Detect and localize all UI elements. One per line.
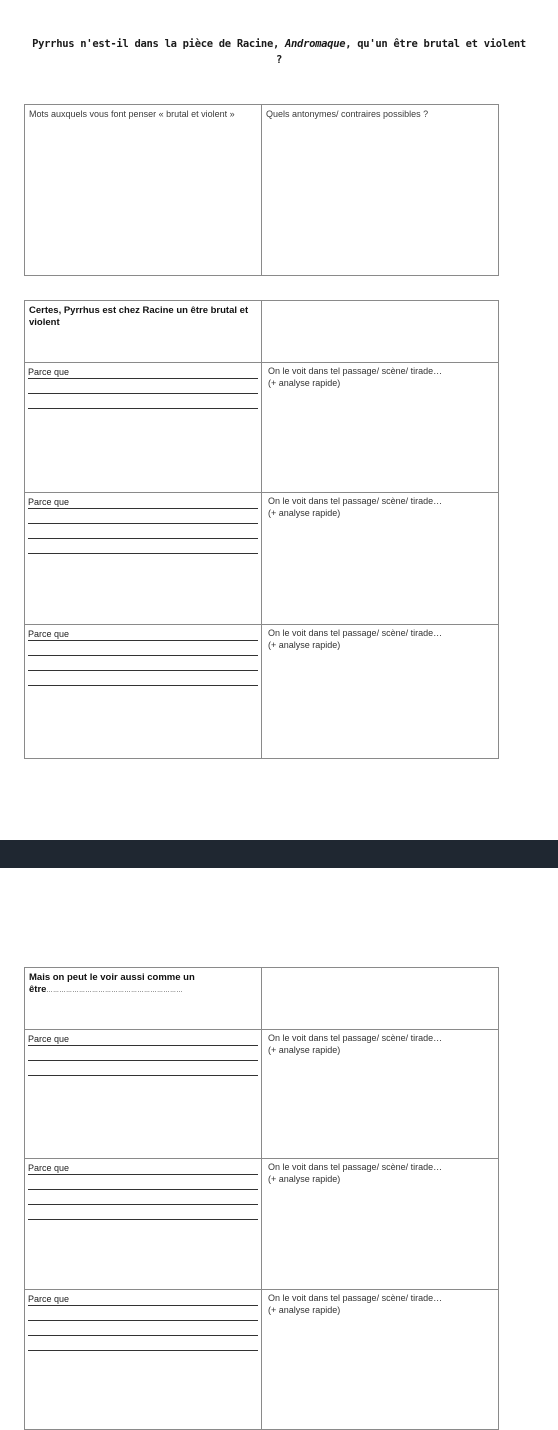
table2-header-empty-cell [262, 301, 499, 363]
analysis-prompt: (+ analyse rapide) [268, 1045, 341, 1055]
table2-header: Certes, Pyrrhus est chez Racine un être brutal et violent [29, 305, 249, 328]
analysis-prompt: (+ analyse rapide) [268, 1305, 341, 1315]
example-prompt: On le voit dans tel passage/ scène/ tirade… [268, 366, 443, 376]
answer-line [28, 524, 258, 539]
example-prompt: On le voit dans tel passage/ scène/ tirade… [268, 1162, 443, 1172]
answer-line [28, 1175, 258, 1190]
brainstorm-table [24, 104, 499, 276]
answer-line [28, 1205, 258, 1220]
page-title [30, 36, 528, 68]
analysis-prompt: (+ analyse rapide) [268, 1174, 341, 1184]
answer-line-label: Parce que [28, 1294, 258, 1306]
table3-row-2-right [262, 1159, 499, 1290]
table2-row-2-left [25, 493, 262, 625]
table1-right-header: Quels antonymes/ contraires possibles ? [266, 109, 429, 119]
title-italic: Andromaque [285, 38, 346, 50]
answer-line [28, 539, 258, 554]
table1-right-cell [262, 105, 499, 276]
table3-header-line-1: Mais on peut le voir aussi comme un [29, 972, 195, 983]
answer-line [28, 1336, 258, 1351]
table3-header-line-2: être [29, 984, 47, 995]
answer-line [28, 1306, 258, 1321]
table3-header-empty-cell [262, 968, 499, 1030]
table2-row-1-right [262, 363, 499, 493]
title-part-2: , qu'un être brutal et violent ? [275, 38, 526, 66]
example-prompt: On le voit dans tel passage/ scène/ tirade… [268, 1293, 443, 1303]
table3-row-2-left [25, 1159, 262, 1290]
answer-line [28, 1061, 258, 1076]
answer-line-label: Parce que [28, 1163, 258, 1175]
document-page-2 [0, 868, 558, 1401]
answer-line [28, 1190, 258, 1205]
example-prompt: On le voit dans tel passage/ scène/ tirade… [268, 496, 443, 506]
table1-left-cell [25, 105, 262, 276]
answer-line-label: Parce que [28, 367, 258, 379]
answer-line [28, 394, 258, 409]
answer-line [28, 1321, 258, 1336]
answer-line [28, 656, 258, 671]
table3-row-3-left [25, 1290, 262, 1430]
page-separator-bar [0, 840, 558, 868]
analysis-prompt: (+ analyse rapide) [268, 378, 341, 388]
analysis-prompt: (+ analyse rapide) [268, 640, 341, 650]
table1-left-header: Mots auxquels vous font penser « brutal et violent » [29, 109, 235, 119]
table3-row-1-left [25, 1030, 262, 1159]
table2-row-3-left [25, 625, 262, 759]
answer-line-label: Parce que [28, 1034, 258, 1046]
example-prompt: On le voit dans tel passage/ scène/ tirade… [268, 1033, 443, 1043]
table2-row-3-right [262, 625, 499, 759]
answer-line-label: Parce que [28, 629, 258, 641]
table3-row-3-right [262, 1290, 499, 1430]
table3-header-cell [25, 968, 262, 1030]
answer-line [28, 671, 258, 686]
antithesis-table [24, 967, 499, 1430]
table2-header-cell [25, 301, 262, 363]
table3-row-1-right [262, 1030, 499, 1159]
answer-line [28, 379, 258, 394]
title-part-1: Pyrrhus n'est-il dans la pièce de Racine, [32, 38, 286, 50]
answer-line [28, 641, 258, 656]
fill-in-dots: ……………………………………………………… [46, 988, 183, 994]
table2-row-2-right [262, 493, 499, 625]
answer-line [28, 509, 258, 524]
thesis-table [24, 300, 499, 759]
table3-header [25, 968, 261, 997]
table2-row-1-left [25, 363, 262, 493]
answer-line-label: Parce que [28, 497, 258, 509]
answer-line [28, 1046, 258, 1061]
example-prompt: On le voit dans tel passage/ scène/ tirade… [268, 628, 443, 638]
analysis-prompt: (+ analyse rapide) [268, 508, 341, 518]
